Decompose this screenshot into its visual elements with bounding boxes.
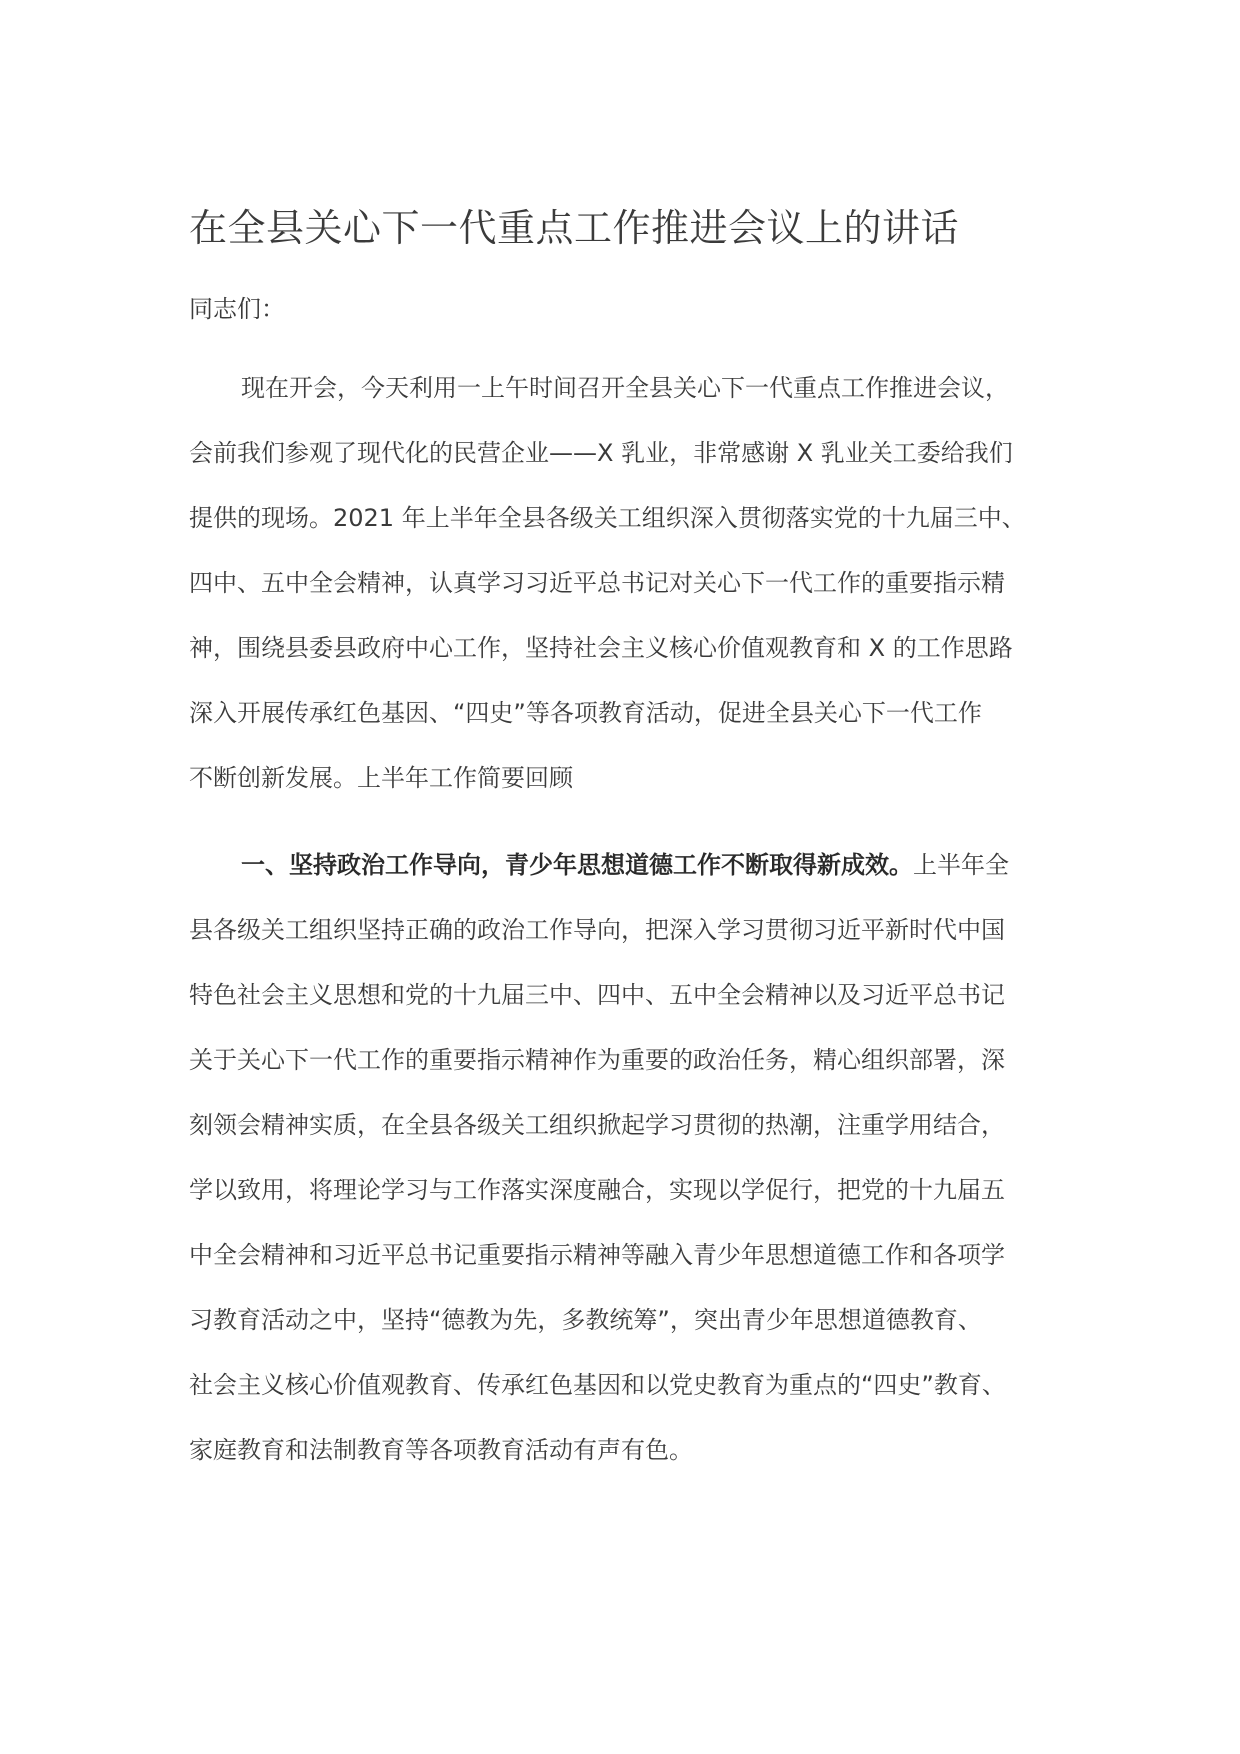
salutation: 同志们： <box>189 295 285 323</box>
paragraph-line: 神，围绕县委县政府中心工作，坚持社会主义核心价值观教育和 X 的工作思路 <box>189 634 1013 662</box>
paragraph-line: 会前我们参观了现代化的民营企业——X 乳业，非常感谢 X 乳业关工委给我们 <box>189 439 1013 467</box>
paragraph-line: 县各级关工组织坚持正确的政治工作导向，把深入学习贯彻习近平新时代中国 <box>189 916 1005 944</box>
paragraph-line: 四中、五中全会精神，认真学习习近平总书记对关心下一代工作的重要指示精 <box>189 569 1005 597</box>
paragraph-line: 不断创新发展。上半年工作简要回顾 <box>189 764 573 792</box>
paragraph-line: 刻领会精神实质，在全县各级关工组织掀起学习贯彻的热潮，注重学用结合， <box>189 1111 1005 1139</box>
paragraph-line: 家庭教育和法制教育等各项教育活动有声有色。 <box>189 1436 693 1464</box>
document-title: 在全县关心下一代重点工作推进会议上的讲话 <box>189 206 960 250</box>
paragraph-line: 深入开展传承红色基因、“四史”等各项教育活动，促进全县关心下一代工作 <box>189 699 982 727</box>
section-heading-continuation: 上半年全 <box>913 851 1009 879</box>
paragraph-line: 学以致用，将理论学习与工作落实深度融合，实现以学促行，把党的十九届五 <box>189 1176 1005 1204</box>
paragraph-line: 特色社会主义思想和党的十九届三中、四中、五中全会精神以及习近平总书记 <box>189 981 1005 1009</box>
paragraph-line: 关于关心下一代工作的重要指示精神作为重要的政治任务，精心组织部署，深 <box>189 1046 1005 1074</box>
paragraph-line: 提供的现场。2021 年上半年全县各级关工组织深入贯彻落实党的十九届三中、 <box>189 504 1026 532</box>
paragraph-intro <box>189 356 1074 811</box>
paragraph-line: 习教育活动之中，坚持“德教为先，多教统筹”，突出青少年思想道德教育、 <box>189 1306 982 1334</box>
paragraph-line: 现在开会，今天利用一上午时间召开全县关心下一代重点工作推进会议， <box>241 374 1009 402</box>
paragraph-line: 社会主义核心价值观教育、传承红色基因和以党史教育为重点的“四史”教育、 <box>189 1371 1006 1399</box>
paragraph-first-line <box>189 833 1074 898</box>
paragraph-section-one <box>189 833 1074 1483</box>
paragraph-line: 中全会精神和习近平总书记重要指示精神等融入青少年思想道德工作和各项学 <box>189 1241 1005 1269</box>
section-heading: 一、坚持政治工作导向，青少年思想道德工作不断取得新成效。 <box>241 851 913 879</box>
